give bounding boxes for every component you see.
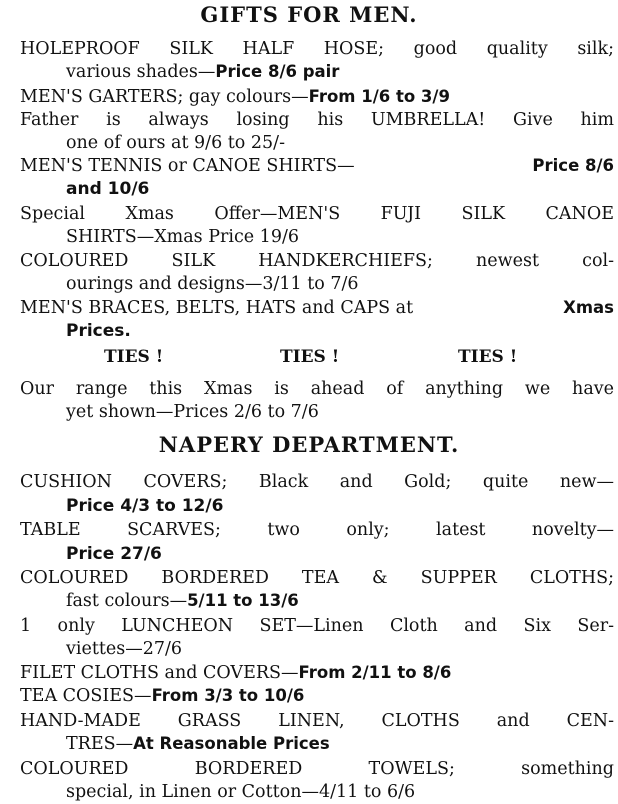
napery-towels-line2: special, in Linen or Cotton—4/11 to 6/6 bbox=[66, 782, 416, 802]
napery-tea-cloths-line2 bbox=[66, 590, 299, 612]
men-handkerchiefs-line1: COLOURED SILK HANDKERCHIEFS; newest col- bbox=[20, 251, 614, 271]
men-umbrella-line1: Father is always losing his UMBRELLA! Give him bbox=[20, 110, 614, 130]
napery-grass-linen-price: At Reasonable Prices bbox=[133, 734, 330, 753]
napery-grass-linen-line2 bbox=[66, 733, 330, 755]
napery-grass-linen-desc: TRES— bbox=[66, 734, 134, 754]
men-umbrella-line2: one of ours at 9/6 to 25/- bbox=[66, 133, 285, 153]
napery-towels-line1: COLOURED BORDERED TOWELS; something bbox=[20, 759, 614, 779]
men-tennis-price: Price 8/6 bbox=[532, 156, 614, 175]
napery-luncheon-line1: 1 only LUNCHEON SET—Linen Cloth and Six Ser- bbox=[20, 616, 614, 636]
napery-filet-desc: FILET CLOTHS and COVERS— bbox=[20, 663, 299, 683]
napery-tea-cloths-price: 5/11 to 13/6 bbox=[187, 591, 299, 610]
ties-row bbox=[0, 347, 618, 371]
ties-label: TIES ! bbox=[104, 347, 164, 367]
men-tennis-desc: MEN'S TENNIS or CANOE SHIRTS— bbox=[20, 156, 355, 176]
men-range-line2: yet shown—Prices 2/6 to 7/6 bbox=[66, 402, 319, 422]
ties-label: TIES ! bbox=[280, 347, 340, 367]
men-braces-price: Xmas bbox=[563, 298, 614, 317]
men-fuji-line1: Special Xmas Offer—MEN'S FUJI SILK CANOE bbox=[20, 204, 614, 224]
men-tennis-line1 bbox=[20, 155, 614, 177]
napery-grass-linen-line1: HAND-MADE GRASS LINEN, CLOTHS and CEN- bbox=[20, 711, 614, 731]
men-hose-line1: HOLEPROOF SILK HALF HOSE; good quality silk; bbox=[20, 39, 614, 59]
men-garters-line bbox=[20, 86, 614, 108]
men-hose-desc: various shades— bbox=[66, 62, 216, 82]
men-heading: GIFTS FOR MEN. bbox=[200, 2, 418, 27]
napery-scarves-line1: TABLE SCARVES; two only; latest novelty— bbox=[20, 520, 614, 540]
napery-luncheon-line2: viettes—27/6 bbox=[66, 639, 183, 659]
napery-scarves-line2: Price 27/6 bbox=[66, 544, 162, 564]
napery-cosies-line bbox=[20, 685, 614, 707]
men-hose-price: Price 8/6 pair bbox=[215, 62, 340, 81]
men-tennis-line2: and 10/6 bbox=[66, 179, 150, 199]
men-braces-line2: Prices. bbox=[66, 321, 131, 341]
napery-cushion-line2: Price 4/3 to 12/6 bbox=[66, 496, 224, 516]
napery-tea-cloths-desc: fast colours— bbox=[66, 591, 188, 611]
ties-label: TIES ! bbox=[458, 347, 518, 367]
men-braces-line1 bbox=[20, 297, 614, 319]
men-hose-line2 bbox=[66, 61, 339, 83]
napery-filet-price: From 2/11 to 8/6 bbox=[298, 663, 452, 682]
napery-heading: NAPERY DEPARTMENT. bbox=[158, 432, 460, 457]
men-range-line1: Our range this Xmas is ahead of anything we have bbox=[20, 379, 614, 399]
men-garters-price: From 1/6 to 3/9 bbox=[308, 87, 450, 106]
men-garters-desc: MEN'S GARTERS; gay colours— bbox=[20, 87, 309, 107]
napery-filet-line bbox=[20, 662, 614, 684]
napery-tea-cloths-line1: COLOURED BORDERED TEA & SUPPER CLOTHS; bbox=[20, 568, 614, 588]
napery-cushion-line1: CUSHION COVERS; Black and Gold; quite new— bbox=[20, 472, 614, 492]
men-fuji-line2: SHIRTS—Xmas Price 19/6 bbox=[66, 227, 299, 247]
napery-cosies-price: From 3/3 to 10/6 bbox=[151, 686, 305, 705]
men-braces-desc: MEN'S BRACES, BELTS, HATS and CAPS at bbox=[20, 298, 414, 318]
men-handkerchiefs-line2: ourings and designs—3/11 to 7/6 bbox=[66, 274, 359, 294]
napery-cosies-desc: TEA COSIES— bbox=[20, 686, 152, 706]
